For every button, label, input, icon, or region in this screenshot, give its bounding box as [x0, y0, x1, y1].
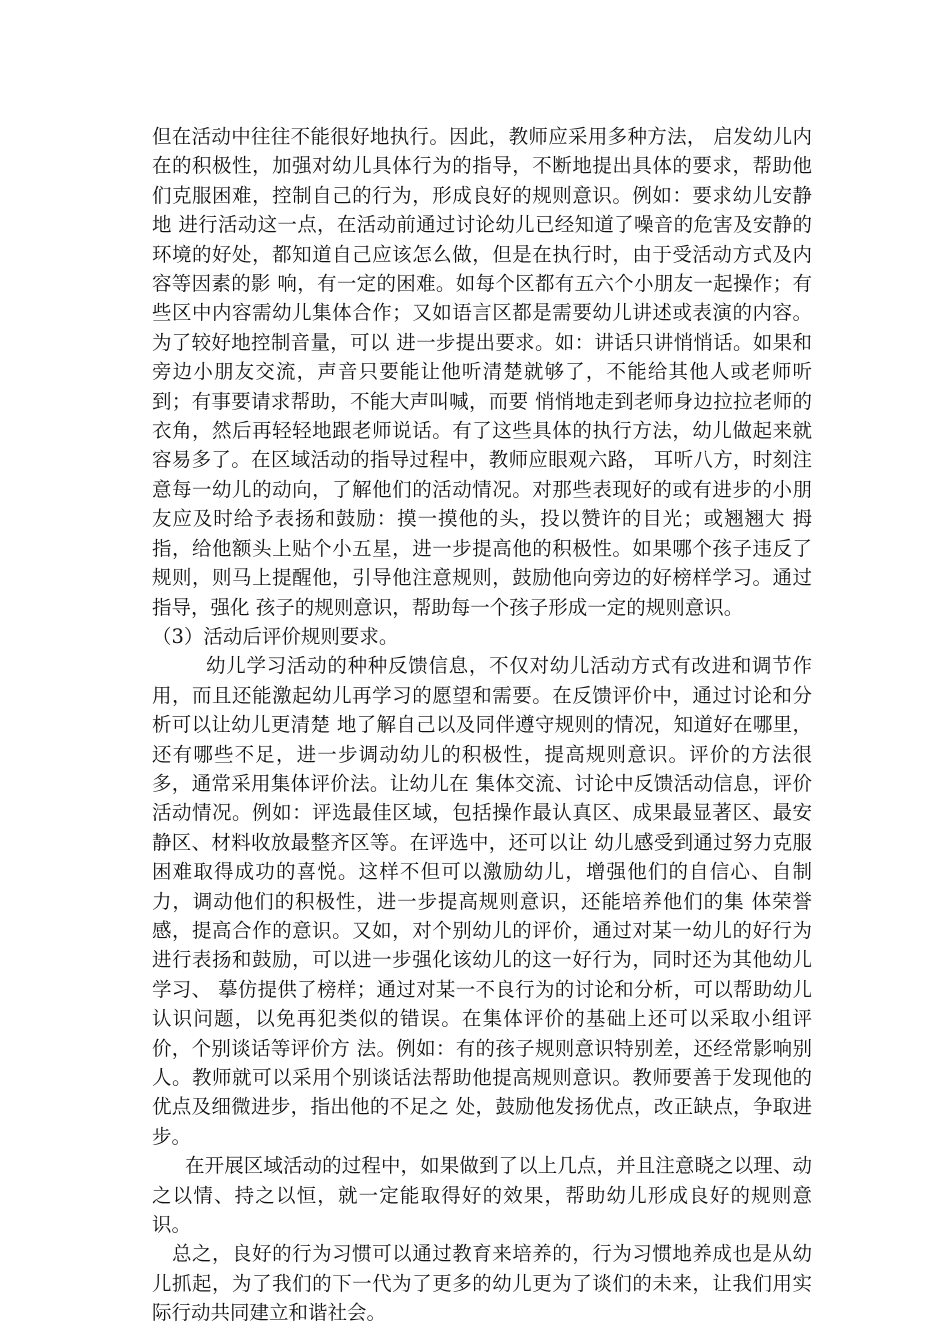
paragraph-rule-guidance: 但在活动中往往不能很好地执行。因此，教师应采用多种方法， 启发幼儿内在的积极性，加强对幼儿具体行为的指导，不断地提出具体的要求，帮助他们克服困难，控制自己的行为，形成良好的规则意识。例如：要求幼儿安静地 进行活动这一点，在活动前通过讨论幼儿已经知道了噪音的危害及安静的环境的好处，都知道自己应该怎么做，但是在执行时，由于受活动方式及内容等因素的影 响，有一定的困难。如每个区都有五六个小朋友一起操作；有些区中内容需幼儿集体合作；又如语言区都是需要幼儿讲述或表演的内容。为了较好地控制音量，可以 进一步提出要求。如：讲话只讲悄悄话。如果和旁边小朋友交流，声音只要能让他听清楚就够了，不能给其他人或老师听到；有事要请求帮助，不能大声叫喊，而要 悄悄地走到老师身边拉拉老师的衣角，然后再轻轻地跟老师说话。有了这些具体的执行方法，幼儿做起来就容易多了。在区域活动的指导过程中，教师应眼观六路， 耳听八方，时刻注意每一幼儿的动向，了解他们的活动情况。对那些表现好的或有进步的小朋友应及时给予表扬和鼓励：摸一摸他的头，投以赞许的目光；或翘翘大 拇指，给他额头上贴个小五星，进一步提高他的积极性。如果哪个孩子违反了规则，则马上提醒他，引导他注意规则，鼓励他向旁边的好榜样学习。通过指导，强化 孩子的规则意识，帮助每一个孩子形成一定的规则意识。 — [152, 125, 812, 619]
paragraph-area-activity-summary: 在开展区域活动的过程中，如果做到了以上几点，并且注意晓之以理、动之以情、持之以恒，就一定能取得好的效果，帮助幼儿形成良好的规则意识。 — [152, 1154, 812, 1237]
document-page — [152, 122, 812, 1328]
paragraph-conclusion: 总之，良好的行为习惯可以通过教育来培养的，行为习惯地养成也是从幼儿抓起，为了我们的下一代为了更多的幼儿更为了谈们的未来，让我们用实际行动共同建立和谐社会。 — [152, 1242, 812, 1325]
paragraph-feedback-evaluation: 幼儿学习活动的种种反馈信息，不仅对幼儿活动方式有改进和调节作用，而且还能激起幼儿再学习的愿望和需要。在反馈评价中，通过讨论和分析可以让幼儿更清楚 地了解自己以及同伴遵守规则的情况，知道好在哪里，还有哪些不足，进一步调动幼儿的积极性，提高规则意识。评价的方法很多，通常采用集体评价法。让幼儿在 集体交流、讨论中反馈活动信息，评价活动情况。例如：评选最佳区域，包括操作最认真区、成果最显著区、最安静区、材料收放最整齐区等。在评选中，还可以让 幼儿感受到通过努力克服困难取得成功的喜悦。这样不但可以激励幼儿，增强他们的自信心、自制力，调动他们的积极性，进一步提高规则意识，还能培养他们的集 体荣誉感，提高合作的意识。又如，对个别幼儿的评价，通过对某一幼儿的好行为进行表扬和鼓励，可以进一步强化该幼儿的这一好行为，同时还为其他幼儿学习、 摹仿提供了榜样；通过对某一不良行为的讨论和分析，可以帮助幼儿认识问题，以免再犯类似的错误。在集体评价的基础上还可以采取小组评价，个别谈话等评价方 法。例如：有的孩子规则意识特别差，还经常影响别人。教师就可以采用个别谈话法帮助他提高规则意识。教师要善于发现他的优点及细微进步，指出他的不足之 处，鼓励他发扬优点，改正缺点，争取进步。 — [152, 654, 812, 1148]
section-heading-evaluation: （3）活动后评价规则要求。 — [152, 624, 399, 648]
